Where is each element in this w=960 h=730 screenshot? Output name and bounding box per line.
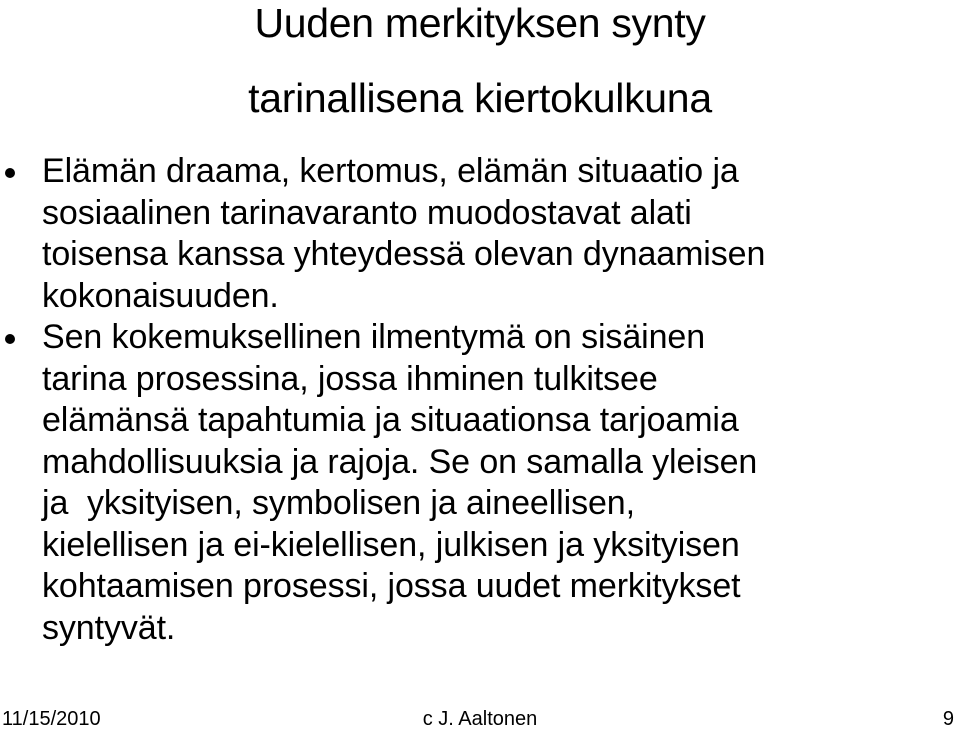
bullet-2-line-4: mahdollisuuksia ja rajoja. Se on samalla yleisen [42, 442, 758, 481]
bullet-dot-icon [5, 168, 15, 178]
footer-author: c J. Aaltonen [422, 708, 538, 730]
bullet-2-line-6: kielellisen ja ei-kielellisen, julkisen ja yksityisen [42, 525, 740, 564]
bullet-2-line-8: syntyvät. [42, 608, 176, 647]
footer-page-number: 9 [942, 708, 954, 730]
bullet-item-1 [0, 151, 960, 317]
bullet-1-line-1: Elämän draama, kertomus, elämän situaatio ja [42, 152, 739, 190]
bullet-dot-icon [5, 334, 15, 344]
bullet-2-line-1: Sen kokemuksellinen ilmentymä on sisäinen [42, 318, 706, 356]
bullet-2-line-7: kohtaamisen prosessi, jossa uudet merkitykset [42, 567, 741, 605]
bullet-2-line-2: tarina prosessina, jossa ihminen tulkitsee [42, 359, 658, 398]
bullet-item-2 [0, 317, 960, 649]
slide-footer [0, 708, 960, 730]
footer-date: 11/15/2010 [2, 708, 101, 730]
bullet-1-line-2: sosiaalinen tarinavaranto muodostavat alati [42, 193, 692, 232]
bullet-2-line-5: ja yksityisen, symbolisen ja aineellisen, [42, 484, 635, 522]
bullet-1-line-3: toisensa kanssa yhteydessä olevan dynaamisen [42, 235, 766, 273]
title-line-1: Uuden merkityksen synty [254, 0, 706, 46]
bullet-1-line-4: kokonaisuuden. [42, 276, 279, 315]
title-line-2: tarinallisena kiertokulkuna [248, 75, 712, 121]
slide-title [0, 0, 960, 121]
bullet-list [0, 151, 960, 649]
bullet-2-line-3: elämänsä tapahtumia ja situaationsa tarjoamia [42, 401, 739, 439]
